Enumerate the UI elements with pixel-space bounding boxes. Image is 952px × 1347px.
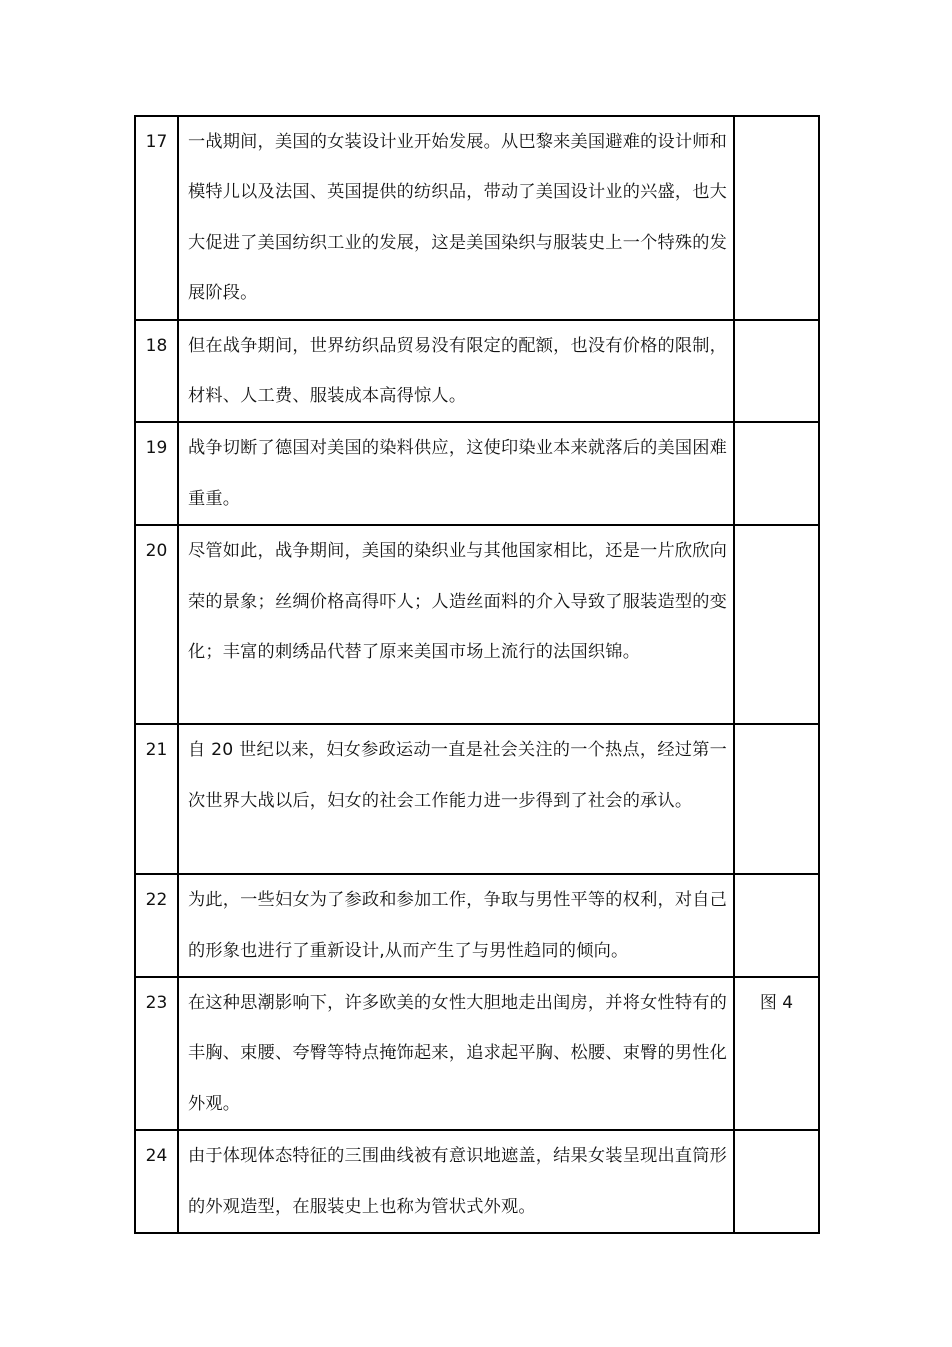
table-row bbox=[135, 525, 819, 724]
row-text: 自 20 世纪以来，妇女参政运动一直是社会关注的一个热点，经过第一次世界大战以后，妇女的社会工作能力进一步得到了社会的承认。 bbox=[178, 724, 734, 874]
row-figure-ref bbox=[734, 874, 819, 977]
row-figure-ref bbox=[734, 320, 819, 423]
row-number: 18 bbox=[135, 320, 178, 423]
row-text: 尽管如此，战争期间，美国的染织业与其他国家相比，还是一片欣欣向荣的景象；丝绸价格高得吓人；人造丝面料的介入导致了服装造型的变化；丰富的刺绣品代替了原来美国市场上流行的法国织锦。 bbox=[178, 525, 734, 724]
table-row bbox=[135, 874, 819, 977]
row-text: 但在战争期间，世界纺织品贸易没有限定的配额，也没有价格的限制，材料、人工费、服装成本高得惊人。 bbox=[178, 320, 734, 423]
row-text: 一战期间，美国的女装设计业开始发展。从巴黎来美国避难的设计师和模特儿以及法国、英国提供的纺织品，带动了美国设计业的兴盛，也大大促进了美国纺织工业的发展，这是美国染织与服装史上一个特殊的发展阶段。 bbox=[178, 116, 734, 320]
table-row bbox=[135, 320, 819, 423]
row-figure-ref bbox=[734, 1130, 819, 1233]
row-number: 19 bbox=[135, 422, 178, 525]
row-figure-ref bbox=[734, 724, 819, 874]
row-number: 22 bbox=[135, 874, 178, 977]
table-row bbox=[135, 422, 819, 525]
row-figure-ref bbox=[734, 422, 819, 525]
row-number: 21 bbox=[135, 724, 178, 874]
row-text: 战争切断了德国对美国的染料供应，这使印染业本来就落后的美国困难重重。 bbox=[178, 422, 734, 525]
row-figure-ref bbox=[734, 525, 819, 724]
row-number: 23 bbox=[135, 977, 178, 1130]
table-row bbox=[135, 116, 819, 320]
row-text: 在这种思潮影响下，许多欧美的女性大胆地走出闺房，并将女性特有的丰胸、束腰、夸臀等特点掩饰起来，追求起平胸、松腰、束臀的男性化外观。 bbox=[178, 977, 734, 1130]
row-text: 由于体现体态特征的三围曲线被有意识地遮盖，结果女装呈现出直筒形的外观造型，在服装史上也称为管状式外观。 bbox=[178, 1130, 734, 1233]
row-figure-ref: 图 4 bbox=[734, 977, 819, 1130]
row-figure-ref bbox=[734, 116, 819, 320]
content-table bbox=[134, 115, 820, 1234]
row-number: 24 bbox=[135, 1130, 178, 1233]
table-row bbox=[135, 977, 819, 1130]
table-row bbox=[135, 724, 819, 874]
row-number: 17 bbox=[135, 116, 178, 320]
table-row bbox=[135, 1130, 819, 1233]
row-number: 20 bbox=[135, 525, 178, 724]
row-text: 为此，一些妇女为了参政和参加工作，争取与男性平等的权利，对自己的形象也进行了重新设计,从而产生了与男性趋同的倾向。 bbox=[178, 874, 734, 977]
